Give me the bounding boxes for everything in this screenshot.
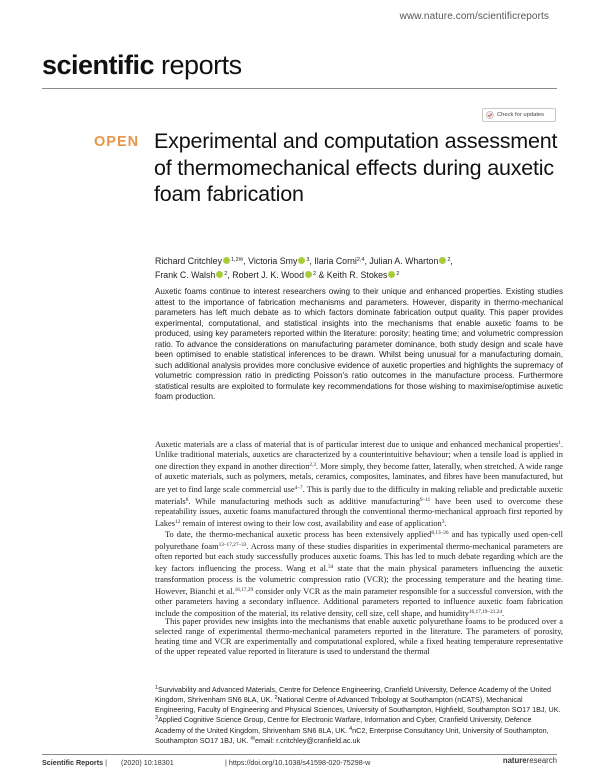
affiliation-marker: 1,2✉: [230, 257, 244, 263]
affiliation-marker: 4: [349, 725, 353, 732]
citation[interactable]: 13–17,27–33: [218, 542, 247, 549]
affiliation-text: Survivability and Advanced Materials, Centre for Defence Engineering, Cranfield University, Defence Academy of the United Kingdom, Shrivenham SN6 8LA, UK.: [155, 685, 551, 705]
author-separator: ,: [450, 256, 453, 266]
affiliation-marker: 2: [224, 271, 228, 277]
citation[interactable]: 16,17,19–21,24: [468, 609, 503, 616]
citation[interactable]: 9–11: [419, 496, 431, 503]
affiliation-text: Applied Cognitive Science Group, Centre for Electronic Warfare, Information and Cyber, Cranfield University, Defence Academy of the United Kingdom, Shrivenham SN6 8LA, UK.: [155, 715, 532, 735]
affiliation-marker: 3: [155, 715, 158, 722]
publisher-logo: [503, 756, 557, 765]
citation[interactable]: 3: [441, 519, 445, 526]
affiliation-marker: 1: [155, 685, 158, 691]
body-text: . Unlike traditional materials, auxetics are characterized by a counterintuitive behaviour; when a tensile load is applied in one direction they expand in another direction: [155, 440, 563, 472]
body-paragraph-2: [155, 528, 563, 619]
affiliations-footnote: [155, 684, 563, 745]
affiliation-text: National Centre of Advanced Tribology at Southampton (nCATS), Mechanical Engineering, Faculty of Engineering and Physical Sciences, University of Southampton, Highfield, Southampton SO17 1BJ, UK.: [155, 695, 561, 714]
affiliation-marker: 3: [306, 257, 310, 263]
article-title: Experimental and computation assessment of thermomechanical effects during auxetic foam fabrication: [154, 129, 558, 206]
footer-year-volume: (2020) 10:18301: [121, 758, 174, 767]
citation[interactable]: 8,13–26: [431, 530, 449, 536]
author-name[interactable]: Frank C. Walsh: [155, 270, 216, 280]
header-rule: [42, 88, 557, 89]
check-for-updates-button[interactable]: [482, 108, 556, 122]
author-name[interactable]: Richard Critchley: [155, 256, 222, 266]
citation[interactable]: 34: [328, 564, 334, 571]
body-text: state that the main physical parameters influencing the auxetic transformation process is the volumetric compression ratio (VCR); the processing temperature and the heating time. However, Bianchi et al.: [155, 564, 563, 596]
body-paragraph-3: [155, 617, 563, 658]
body-text: . More simply, they become fatter, laterally, when stretched. A wide range of auxetic materials, such as polymers, metals, ceramics, composites, laminates, and fibres have been manufactured, but are yet to find large scale commercial use: [155, 462, 563, 494]
body-text: have been used to overcome these repeatability issues, auxetic foams manufactured through the conventional thermo-mechanical approach first reported by Lakes: [155, 496, 563, 529]
update-check-icon: [486, 111, 494, 119]
body-text: Auxetic materials are a class of material that is of particular interest due to unique and enhanced mechanical properties: [155, 440, 559, 449]
author-list: [155, 254, 565, 282]
check-for-updates-label: Check for updates: [497, 112, 545, 118]
body-text: .: [444, 519, 447, 529]
journal-logo-light: reports: [154, 50, 242, 80]
citation[interactable]: 16,17,29: [234, 586, 254, 593]
affiliation-marker: 2: [312, 271, 317, 277]
journal-logo[interactable]: [42, 50, 242, 81]
body-text: . This is partly due to the difficulty in making reliable and predictable auxetic materials: [155, 484, 563, 506]
affiliation-text: nC2, Enterprise Consultancy Unit, University of Southampton, Southampton SO17 1BJ, UK.: [155, 725, 549, 746]
author-line-2: [155, 268, 565, 282]
body-text: To date, the thermo-mechanical auxetic process has been extensively applied: [165, 530, 432, 539]
citation[interactable]: 8: [185, 496, 189, 503]
affiliation-marker: 2: [447, 257, 451, 263]
author-name[interactable]: , Julian A. Wharton: [364, 256, 439, 266]
author-name[interactable]: , Robert J. K. Wood: [227, 270, 304, 280]
body-text: This paper provides new insights into the mechanisms that enable auxetic polyurethane foams to be produced over a selected range of experimental thermo-mechanical parameters reported in the literature. The parameters of porosity, heating time and VCR are experimentally and computational explored, while a fixed heating temperature representative of the upper repeated value reported in literature is used to understand the thermal: [155, 617, 563, 657]
citation[interactable]: 12: [175, 519, 181, 526]
footer-doi-link[interactable]: | https://doi.org/10.1038/s41598-020-75298-w: [225, 758, 371, 767]
abstract: Auxetic foams continue to interest researchers owing to their unique and enhanced properties. Existing studies attest to the importance of fabrication mechanisms and parameters. However, disparity in thermo-mechanical parameters has left much debate as to which factors dominate fabrication output quality. This paper provides experimental, computational, and statistical insights into the mechanisms that enable auxetic foams to be produced, using key parameters reported within the literature: porosity; heating time; and volumetric compression ratio. To advance the considerations on manufacturing parameter dominance, both study design and scale have been optimised to enable statistical inferences to be drawn. Whilst being unusual for a manufacturing domain, such additional analysis provides more conclusive evidence of auxetic properties and highlights the supremacy of volumetric compression ratio in predicting Poisson's ratio outcomes in the manufacture process. Furthermore statistical results are exploited to formulate key recommendations for those wishing to maximise/optimise auxetic foam production.: [155, 287, 563, 401]
open-access-label: OPEN: [94, 134, 140, 150]
citation[interactable]: 1: [558, 440, 561, 446]
author-name[interactable]: , Victoria Smy: [243, 256, 298, 266]
orcid-icon[interactable]: [298, 257, 305, 264]
orcid-icon[interactable]: [439, 257, 446, 264]
orcid-icon[interactable]: [388, 271, 395, 278]
email-icon: ✉: [250, 736, 255, 743]
footer-journal: [42, 758, 107, 767]
publisher-logo-bold: nature: [502, 756, 527, 765]
body-text: . While manufacturing methods such as additive manufacturing: [188, 496, 420, 506]
author-name[interactable]: , Ilaria Corni: [309, 256, 357, 266]
citation[interactable]: 4–7: [294, 484, 303, 491]
body-text: remain of interest owing to their low cost, availability and ease of application: [180, 519, 442, 529]
body-paragraph-1: [155, 438, 563, 529]
orcid-icon[interactable]: [216, 271, 223, 278]
body-text: and has typically used open-cell polyurethane foam: [155, 530, 563, 552]
affiliation-marker: 2: [396, 271, 400, 277]
affiliation-marker: 2: [274, 695, 278, 702]
body-text: . Across many of these studies disparities in experimental thermo-mechanical parameters are often reported but each study successfully produces auxetic foams. This has led to much debate regarding which are the key factors influencing the process. Wang et al.: [155, 542, 563, 574]
author-name[interactable]: & Keith R. Stokes: [316, 270, 388, 280]
publisher-logo-light: research: [526, 756, 557, 765]
footer-separator: |: [103, 758, 107, 767]
orcid-icon[interactable]: [223, 257, 230, 264]
author-line-1: [155, 254, 565, 268]
site-url[interactable]: www.nature.com/scientificreports: [399, 11, 549, 22]
affiliation-marker: 2,4: [356, 257, 365, 263]
body-text: .: [502, 609, 505, 619]
body-text: consider only VCR as the main parameter responsible for a successful conversion, with the other parameters having a secondary influence. Additional parameters reported to influence auxetic foam fabrication include the composition of the material, its relative density, cell size, cell shape, and humidity: [155, 586, 563, 619]
footer-rule: [42, 754, 557, 755]
footer-journal-name: Scientific Reports: [42, 758, 104, 767]
corresponding-email[interactable]: email: r.critchley@cranfield.ac.uk: [254, 736, 361, 746]
citation[interactable]: 2,3: [309, 462, 317, 469]
journal-logo-bold: scientific: [42, 50, 155, 80]
orcid-icon[interactable]: [305, 271, 312, 278]
page-footer: [42, 758, 557, 770]
